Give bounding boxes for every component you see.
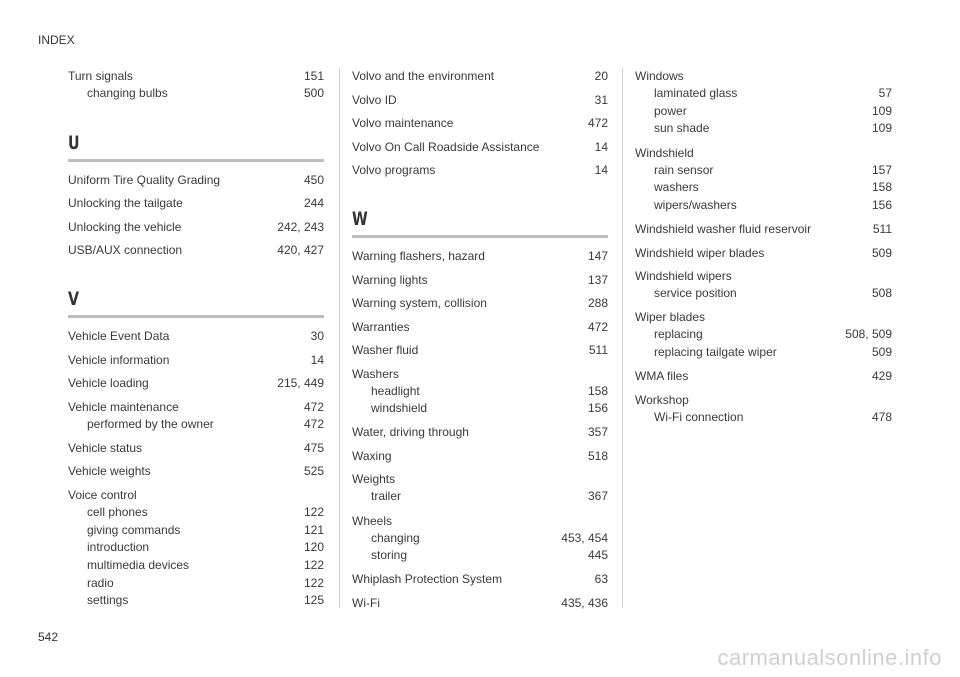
index-term: Windshield washer fluid reservoir [635,222,812,237]
index-subentries [352,530,608,565]
index-term: Volvo On Call Roadside Assistance [352,139,540,154]
section-divider [68,315,324,318]
index-subterm: replacing [654,327,703,342]
index-entry-line[interactable] [68,399,324,416]
index-column-3 [635,68,892,433]
index-term: Volvo and the environment [352,69,495,83]
index-page-ref: 122 [303,575,324,590]
index-entry [68,172,324,189]
index-term: Wheels [352,513,393,528]
index-subentry-line[interactable] [87,539,324,557]
index-term: Vehicle weights [68,464,151,479]
index-page-ref: 156 [871,197,892,212]
index-subterm: replacing tailgate wiper [654,345,777,359]
index-subterm: changing [371,530,420,545]
index-term: Vehicle maintenance [68,399,179,414]
index-entry [352,342,608,359]
index-term: Waxing [352,448,392,463]
index-term: Water, driving through [352,425,469,440]
index-subentries [352,488,608,506]
index-entry [68,352,324,369]
section-letter-w [352,209,608,238]
page-header-title: INDEX [38,33,75,47]
index-page-ref: 122 [303,504,324,519]
index-subterm: settings [87,593,129,608]
index-entry [635,245,892,262]
index-page-ref: 472 [587,116,608,130]
index-entry-line[interactable] [635,245,892,262]
section-letter-heading: V [68,288,80,311]
index-subterm: changing bulbs [87,86,168,100]
index-subterm: Wi-Fi connection [654,409,744,424]
index-page-ref: 429 [871,369,892,384]
index-page-ref: 215, 449 [277,376,324,391]
index-subterm: service position [654,286,737,301]
index-entry [68,399,324,434]
index-entry [68,219,324,236]
index-subentry-line[interactable] [87,504,324,522]
index-entry [352,162,608,179]
index-page-ref: 156 [587,401,608,416]
index-entry-line[interactable] [352,448,608,465]
index-page-ref: 242, 243 [277,219,324,234]
index-subentry-line[interactable] [87,416,324,434]
index-entry [352,595,608,612]
index-page-ref: 508 [871,286,892,301]
index-subentry-line[interactable] [654,409,892,427]
index-subentries [635,85,892,138]
index-entry [352,139,608,156]
index-term: Whiplash Protection System [352,572,503,587]
index-term: Vehicle loading [68,376,149,391]
index-entry-line[interactable] [68,463,324,480]
index-page-ref: 472 [303,399,324,414]
section-divider [352,235,608,238]
index-page-ref: 125 [303,593,324,608]
index-subentry-line[interactable] [654,120,892,138]
index-term: Unlocking the tailgate [68,196,183,211]
watermark-text: carmanualsonline.info [717,645,942,670]
index-page-ref: 30 [310,329,324,344]
index-entry [352,513,608,565]
index-subterm: multimedia devices [87,557,190,572]
index-page-ref: 288 [587,296,608,310]
index-entry [352,424,608,441]
index-term: Warning system, collision [352,296,487,310]
index-subentries [68,85,324,103]
index-term: Windows [635,69,684,83]
index-entry [68,242,324,259]
index-subentry-line[interactable] [654,285,892,303]
page-number: 542 [38,630,59,644]
index-page-ref: 151 [303,69,324,83]
index-page-ref: 31 [594,92,608,107]
index-page-ref: 435, 436 [561,595,608,610]
index-entry-line[interactable] [68,219,324,236]
index-term: Warranties [352,319,410,334]
index-term: Windshield [635,145,694,160]
index-page-ref: 511 [588,343,608,357]
index-entry-line[interactable] [68,487,324,504]
index-term: Washer fluid [352,343,419,357]
index-subentry-line[interactable] [87,557,324,575]
index-entry-line[interactable] [352,471,608,488]
index-page-ref: 511 [872,222,892,237]
index-page-ref: 109 [871,121,892,136]
index-term: Workshop [635,392,689,407]
index-subterm: giving commands [87,522,181,537]
index-term: Windshield wiper blades [635,245,765,260]
index-page-ref: 475 [303,440,324,455]
index-term: Vehicle Event Data [68,329,170,344]
index-entry-line[interactable] [68,440,324,457]
index-page-ref: 518 [587,448,608,463]
index-entry [352,295,608,312]
index-entry-line[interactable] [352,595,608,612]
index-page-ref: 122 [303,557,324,572]
index-page-ref: 14 [310,352,324,367]
index-entry-line[interactable] [68,328,324,345]
column-divider [622,68,623,608]
index-term: Voice control [68,487,137,502]
index-subentry-line[interactable] [371,383,608,401]
index-term: Vehicle status [68,440,143,455]
index-entry-line[interactable] [352,424,608,441]
index-subentry-line[interactable] [371,488,608,506]
index-page-ref: 157 [871,162,892,177]
index-subentries [635,162,892,215]
index-page-ref: 508, 509 [845,327,892,342]
index-entry [352,319,608,336]
index-entry [635,145,892,215]
index-entry-line[interactable] [352,162,608,179]
column-divider [339,68,340,608]
section-letter-heading: W [352,208,368,230]
index-entry-line[interactable] [635,368,892,385]
index-subterm: radio [87,575,114,590]
index-page-ref: 57 [878,86,892,100]
index-page-ref: 109 [871,103,892,118]
index-page-ref: 450 [303,172,324,187]
index-subentry-line[interactable] [654,344,892,362]
index-term: Washers [352,366,399,381]
index-page-ref: 509 [871,245,892,260]
index-term: Weights [352,472,396,487]
index-subentries [352,383,608,418]
index-entry [352,68,608,85]
index-page-ref: 120 [303,540,324,555]
index-page-ref: 472 [303,416,324,431]
index-subterm: introduction [87,540,150,555]
index-term: Uniform Tire Quality Grading [68,172,221,187]
index-entry [635,309,892,361]
index-subterm: headlight [371,383,420,398]
index-subentry-line[interactable] [87,592,324,610]
index-entry [352,272,608,289]
index-page-ref: 137 [587,272,608,287]
index-entry-line[interactable] [635,268,892,285]
index-page-ref: 500 [303,86,324,100]
index-entry [352,571,608,588]
index-entry [68,487,324,610]
index-term: Warning flashers, hazard [352,249,485,263]
index-subterm: washers [654,180,699,195]
index-entry-line[interactable] [68,68,324,85]
index-entry-line[interactable] [68,352,324,369]
index-subentry-line[interactable] [654,85,892,103]
index-entry [352,248,608,265]
index-subentry-line[interactable] [371,547,608,565]
index-subentry-line[interactable] [654,162,892,180]
index-subterm: laminated glass [654,86,738,100]
index-entry-line[interactable] [68,195,324,212]
index-subentry-line[interactable] [87,522,324,540]
index-entry [352,366,608,418]
index-entry [68,463,324,480]
index-subentries [68,416,324,434]
index-subterm: sun shade [654,121,710,136]
index-page-ref: 158 [871,180,892,195]
index-entry [68,68,324,103]
index-page-ref: 14 [594,163,608,177]
section-letter-u [68,133,324,162]
index-entry-line[interactable] [635,68,892,85]
section-letter-heading: U [68,131,80,154]
index-page-ref: 453, 454 [561,530,608,545]
index-page-ref: 525 [303,464,324,479]
index-subentries [635,285,892,303]
index-entry [68,328,324,345]
index-subterm: rain sensor [654,162,714,177]
index-subterm: trailer [371,489,402,504]
index-entry-line[interactable] [352,571,608,588]
index-subentries [635,409,892,427]
section-letter-v [68,289,324,318]
index-term: Wi-Fi [352,595,380,610]
index-subentries [68,504,324,610]
index-term: Unlocking the vehicle [68,219,182,234]
index-term: WMA files [635,369,689,384]
index-entry-line[interactable] [68,242,324,259]
index-term: USB/AUX connection [68,243,183,258]
index-entry-line[interactable] [68,172,324,189]
index-subterm: power [654,103,687,118]
index-entry [635,368,892,385]
index-entry [635,392,892,427]
index-page-ref: 478 [871,409,892,424]
index-term: Wiper blades [635,310,706,325]
index-term: Turn signals [68,69,133,83]
index-subentry-line[interactable] [654,326,892,344]
index-term: Volvo programs [352,163,436,177]
index-entry [635,221,892,238]
index-term: Vehicle information [68,352,170,367]
index-entry-line[interactable] [68,375,324,392]
index-subentry-line[interactable] [371,400,608,418]
index-subentry-line[interactable] [371,530,608,548]
index-page-ref: 420, 427 [277,243,324,258]
index-page-ref: 244 [303,196,324,211]
index-subentry-line[interactable] [654,179,892,197]
section-divider [68,159,324,162]
index-entry-line[interactable] [635,145,892,162]
index-entry-line[interactable] [352,342,608,359]
index-subentry-line[interactable] [654,197,892,215]
index-entry [352,92,608,109]
index-term: Volvo maintenance [352,116,454,130]
index-page-ref: 121 [303,522,324,537]
index-entry-line[interactable] [352,366,608,383]
index-entry [68,195,324,212]
index-subterm: wipers/washers [654,197,737,212]
index-entry [352,471,608,506]
index-entry-line[interactable] [352,513,608,530]
index-entry-line[interactable] [635,309,892,326]
index-subterm: windshield [371,401,428,416]
index-term: Volvo ID [352,92,397,107]
index-entry-line[interactable] [352,248,608,265]
index-column-2 [352,68,608,618]
index-page-ref: 158 [587,383,608,398]
index-entry [352,448,608,465]
index-entry-line[interactable] [352,272,608,289]
index-entry [68,375,324,392]
index-term: Warning lights [352,272,428,287]
index-entry [68,440,324,457]
index-entry-line[interactable] [352,115,608,132]
index-subentry-line[interactable] [87,575,324,593]
index-page-ref: 472 [587,319,608,334]
index-subentry-line[interactable] [87,85,324,103]
index-column-1 [68,68,324,617]
index-page-ref: 509 [871,345,892,359]
index-entry [635,268,892,303]
index-term: Windshield wipers [635,269,732,284]
index-page-ref: 63 [594,572,608,587]
index-page-ref: 14 [594,139,608,154]
index-subterm: cell phones [87,504,148,519]
index-entry-line[interactable] [352,295,608,312]
index-entry-line[interactable] [352,92,608,109]
index-entry-line[interactable] [635,221,892,238]
index-subentry-line[interactable] [654,103,892,121]
index-entry [635,68,892,138]
index-page-ref: 357 [587,425,608,440]
index-subentries [635,326,892,361]
index-page-ref: 20 [594,69,608,83]
index-entry-line[interactable] [352,68,608,85]
index-entry-line[interactable] [635,392,892,409]
index-entry-line[interactable] [352,319,608,336]
index-entry-line[interactable] [352,139,608,156]
index-page-ref: 147 [587,249,608,263]
index-subterm: storing [371,548,408,563]
index-entry [352,115,608,132]
index-page-ref: 445 [587,548,608,563]
index-subterm: performed by the owner [87,416,214,431]
index-page-ref: 367 [587,489,608,504]
